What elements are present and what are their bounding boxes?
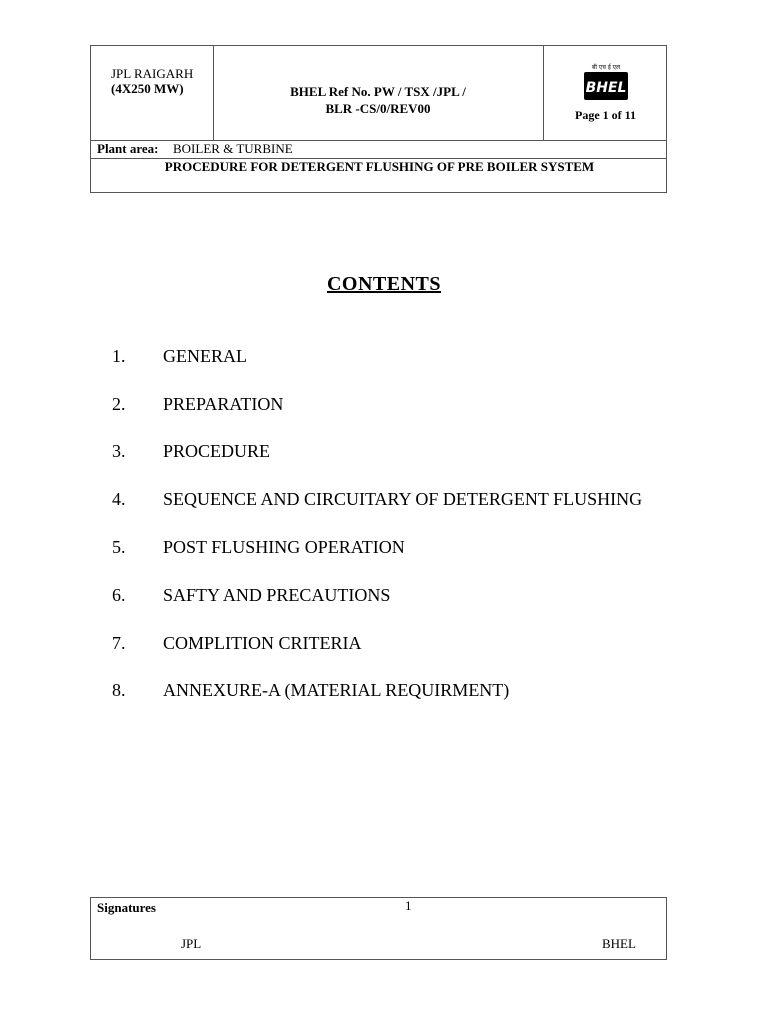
toc-item-label: PREPARATION — [163, 394, 284, 414]
toc-item-label: GENERAL — [163, 346, 247, 366]
signatory-jpl: JPL — [181, 936, 202, 951]
toc-item-number: 2. — [112, 394, 126, 414]
toc-item-number: 6. — [112, 585, 126, 605]
toc-item-number: 3. — [112, 441, 126, 461]
toc-item-label: SAFTY AND PRECAUTIONS — [163, 585, 391, 605]
toc-item-number: 4. — [112, 489, 126, 509]
plant-area-value: BOILER & TURBINE — [173, 141, 293, 156]
header-divider-right — [543, 46, 544, 140]
toc-item-number: 5. — [112, 537, 126, 557]
page-number: 1 — [405, 898, 412, 913]
signature-box — [90, 897, 667, 960]
logo-text: BHEL — [585, 80, 627, 96]
toc-item-number: 1. — [112, 346, 126, 366]
signatures-label: Signatures — [97, 900, 156, 915]
bhel-logo-icon — [581, 61, 631, 101]
procedure-title: PROCEDURE FOR DETERGENT FLUSHING OF PRE BOILER SYSTEM — [164, 159, 595, 174]
toc-item-label: PROCEDURE — [163, 441, 271, 461]
plant-capacity: (4X250 MW) — [111, 81, 184, 96]
bhel-logo — [581, 61, 631, 101]
toc-item-label: ANNEXURE-A (MATERIAL REQUIRMENT) — [163, 680, 510, 700]
toc-item-label: SEQUENCE AND CIRCUITARY OF DETERGENT FLUSHING — [163, 489, 643, 509]
toc-item-label: POST FLUSHING OPERATION — [163, 537, 405, 557]
ref-number-line2: BLR -CS/0/REV00 — [325, 101, 431, 116]
logo-hindi-text: बी एच ई एल — [591, 64, 621, 71]
signatory-bhel: BHEL — [602, 936, 636, 951]
ref-number-line1: BHEL Ref No. PW / TSX /JPL / — [290, 84, 466, 99]
document-header — [90, 45, 667, 193]
client-name: JPL RAIGARH — [111, 66, 194, 81]
toc-item-label: COMPLITION CRITERIA — [163, 633, 362, 653]
toc-item-number: 8. — [112, 680, 126, 700]
page-count: Page 1 of 11 — [575, 108, 636, 122]
contents-heading: CONTENTS — [326, 273, 442, 295]
toc-item-number: 7. — [112, 633, 126, 653]
plant-area-label: Plant area: — [97, 141, 159, 156]
